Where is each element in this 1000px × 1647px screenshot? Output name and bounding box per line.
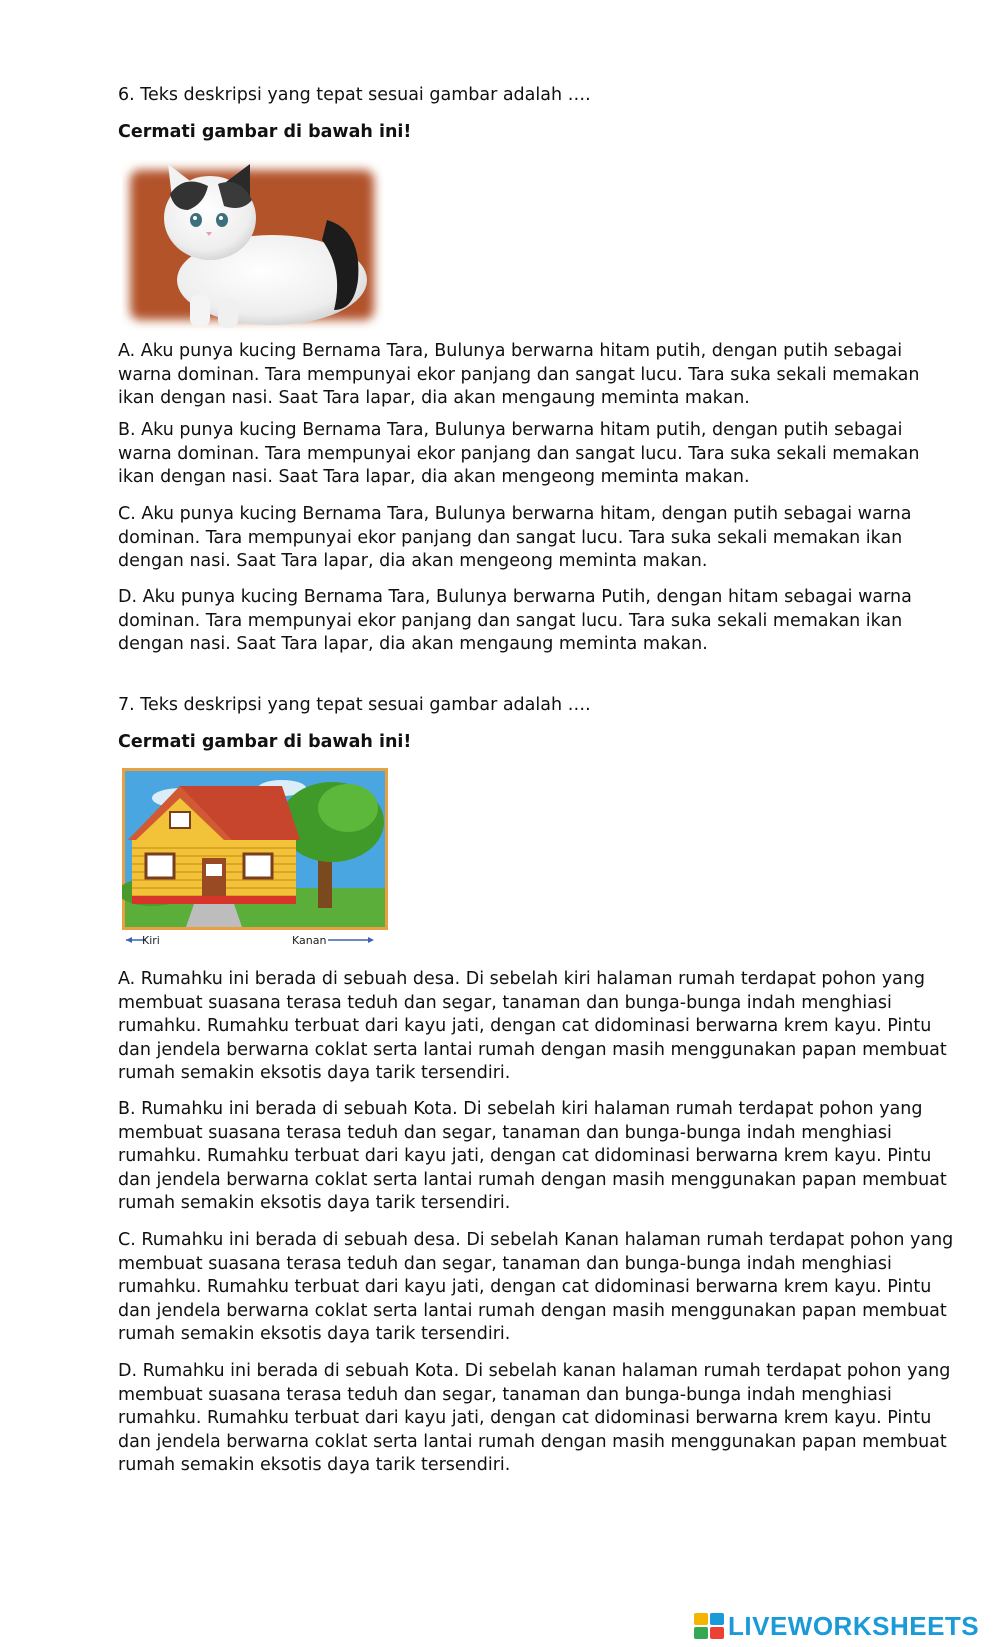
house-image: [122, 768, 388, 956]
question-6-instruction: Cermati gambar di bawah ini!: [118, 122, 412, 142]
question-6-option-b: B. Aku punya kucing Bernama Tara, Bulunya berwarna hitam putih, dengan putih sebagai warna dominan. Tara mempunyai ekor panjang dan sangat lucu. Tara suka sekali memakan ikan dengan nasi. Saat Tara lapar, dia akan mengeong meminta makan.: [118, 420, 920, 487]
question-6-option-c: C. Aku punya kucing Bernama Tara, Bulunya berwarna hitam, dengan putih sebagai warna dominan. Tara mempunyai ekor panjang dan sangat lucu. Tara suka sekali memakan ikan dengan nasi. Saat Tara lapar, dia akan mengeong meminta makan.: [118, 504, 912, 571]
image-label-right: Kanan: [292, 934, 327, 947]
question-7-option-d: D. Rumahku ini berada di sebuah Kota. Di sebelah kanan halaman rumah terdapat pohon yang membuat suasana terasa teduh dan segar, tanaman dan bunga-bunga indah menghiasi rumahku. Rumahku terbuat dari kayu jati, dengan cat didominasi berwarna krem kayu. Pintu dan jendela berwarna coklat serta lantai rumah dengan masih menggunakan papan membuat rumah semakin eksotis daya tarik tersendiri.: [118, 1361, 951, 1475]
question-6-option-d: D. Aku punya kucing Bernama Tara, Bulunya berwarna Putih, dengan hitam sebagai warna dominan. Tara mempunyai ekor panjang dan sangat lucu. Tara suka sekali memakan ikan dengan nasi. Saat Tara lapar, dia akan mengaung meminta makan.: [118, 587, 912, 654]
question-7-prompt: 7. Teks deskripsi yang tepat sesuai gambar adalah ….: [118, 695, 591, 715]
liveworksheets-mark-icon: [694, 1613, 724, 1639]
question-7-option-a: A. Rumahku ini berada di sebuah desa. Di sebelah kiri halaman rumah terdapat pohon yang membuat suasana terasa teduh dan segar, tanaman dan bunga-bunga indah menghiasi rumahku. Rumahku terbuat dari kayu jati, dengan cat didominasi berwarna krem kayu. Pintu dan jendela berwarna coklat serta lantai rumah dengan masih menggunakan papan membuat rumah semakin eksotis daya tarik tersendiri.: [118, 969, 947, 1083]
logo-text: LIVEWORKSHEETS: [728, 1610, 980, 1641]
question-6-prompt: 6. Teks deskripsi yang tepat sesuai gambar adalah ….: [118, 85, 591, 105]
question-6-option-a: A. Aku punya kucing Bernama Tara, Bulunya berwarna hitam putih, dengan putih sebagai warna dominan. Tara mempunyai ekor panjang dan sangat lucu. Tara suka sekali memakan ikan dengan nasi. Saat Tara lapar, dia akan mengaung meminta makan.: [118, 341, 920, 408]
question-7-option-b: B. Rumahku ini berada di sebuah Kota. Di sebelah kiri halaman rumah terdapat pohon yang membuat suasana terasa teduh dan segar, tanaman dan bunga-bunga indah menghiasi rumahku. Rumahku terbuat dari kayu jati, dengan cat didominasi berwarna krem kayu. Pintu dan jendela berwarna coklat serta lantai rumah dengan masih menggunakan papan membuat rumah semakin eksotis daya tarik tersendiri.: [118, 1099, 947, 1213]
question-7-instruction: Cermati gambar di bawah ini!: [118, 732, 412, 752]
cat-image: [122, 160, 384, 340]
question-7-option-c: C. Rumahku ini berada di sebuah desa. Di sebelah Kanan halaman rumah terdapat pohon yang membuat suasana terasa teduh dan segar, tanaman dan bunga-bunga indah menghiasi rumahku. Rumahku terbuat dari kayu jati, dengan cat didominasi berwarna krem kayu. Pintu dan jendela berwarna coklat serta lantai rumah dengan masih menggunakan papan membuat rumah semakin eksotis daya tarik tersendiri.: [118, 1230, 954, 1344]
image-label-left: Kiri: [142, 934, 160, 947]
liveworksheets-logo: [694, 1611, 979, 1641]
